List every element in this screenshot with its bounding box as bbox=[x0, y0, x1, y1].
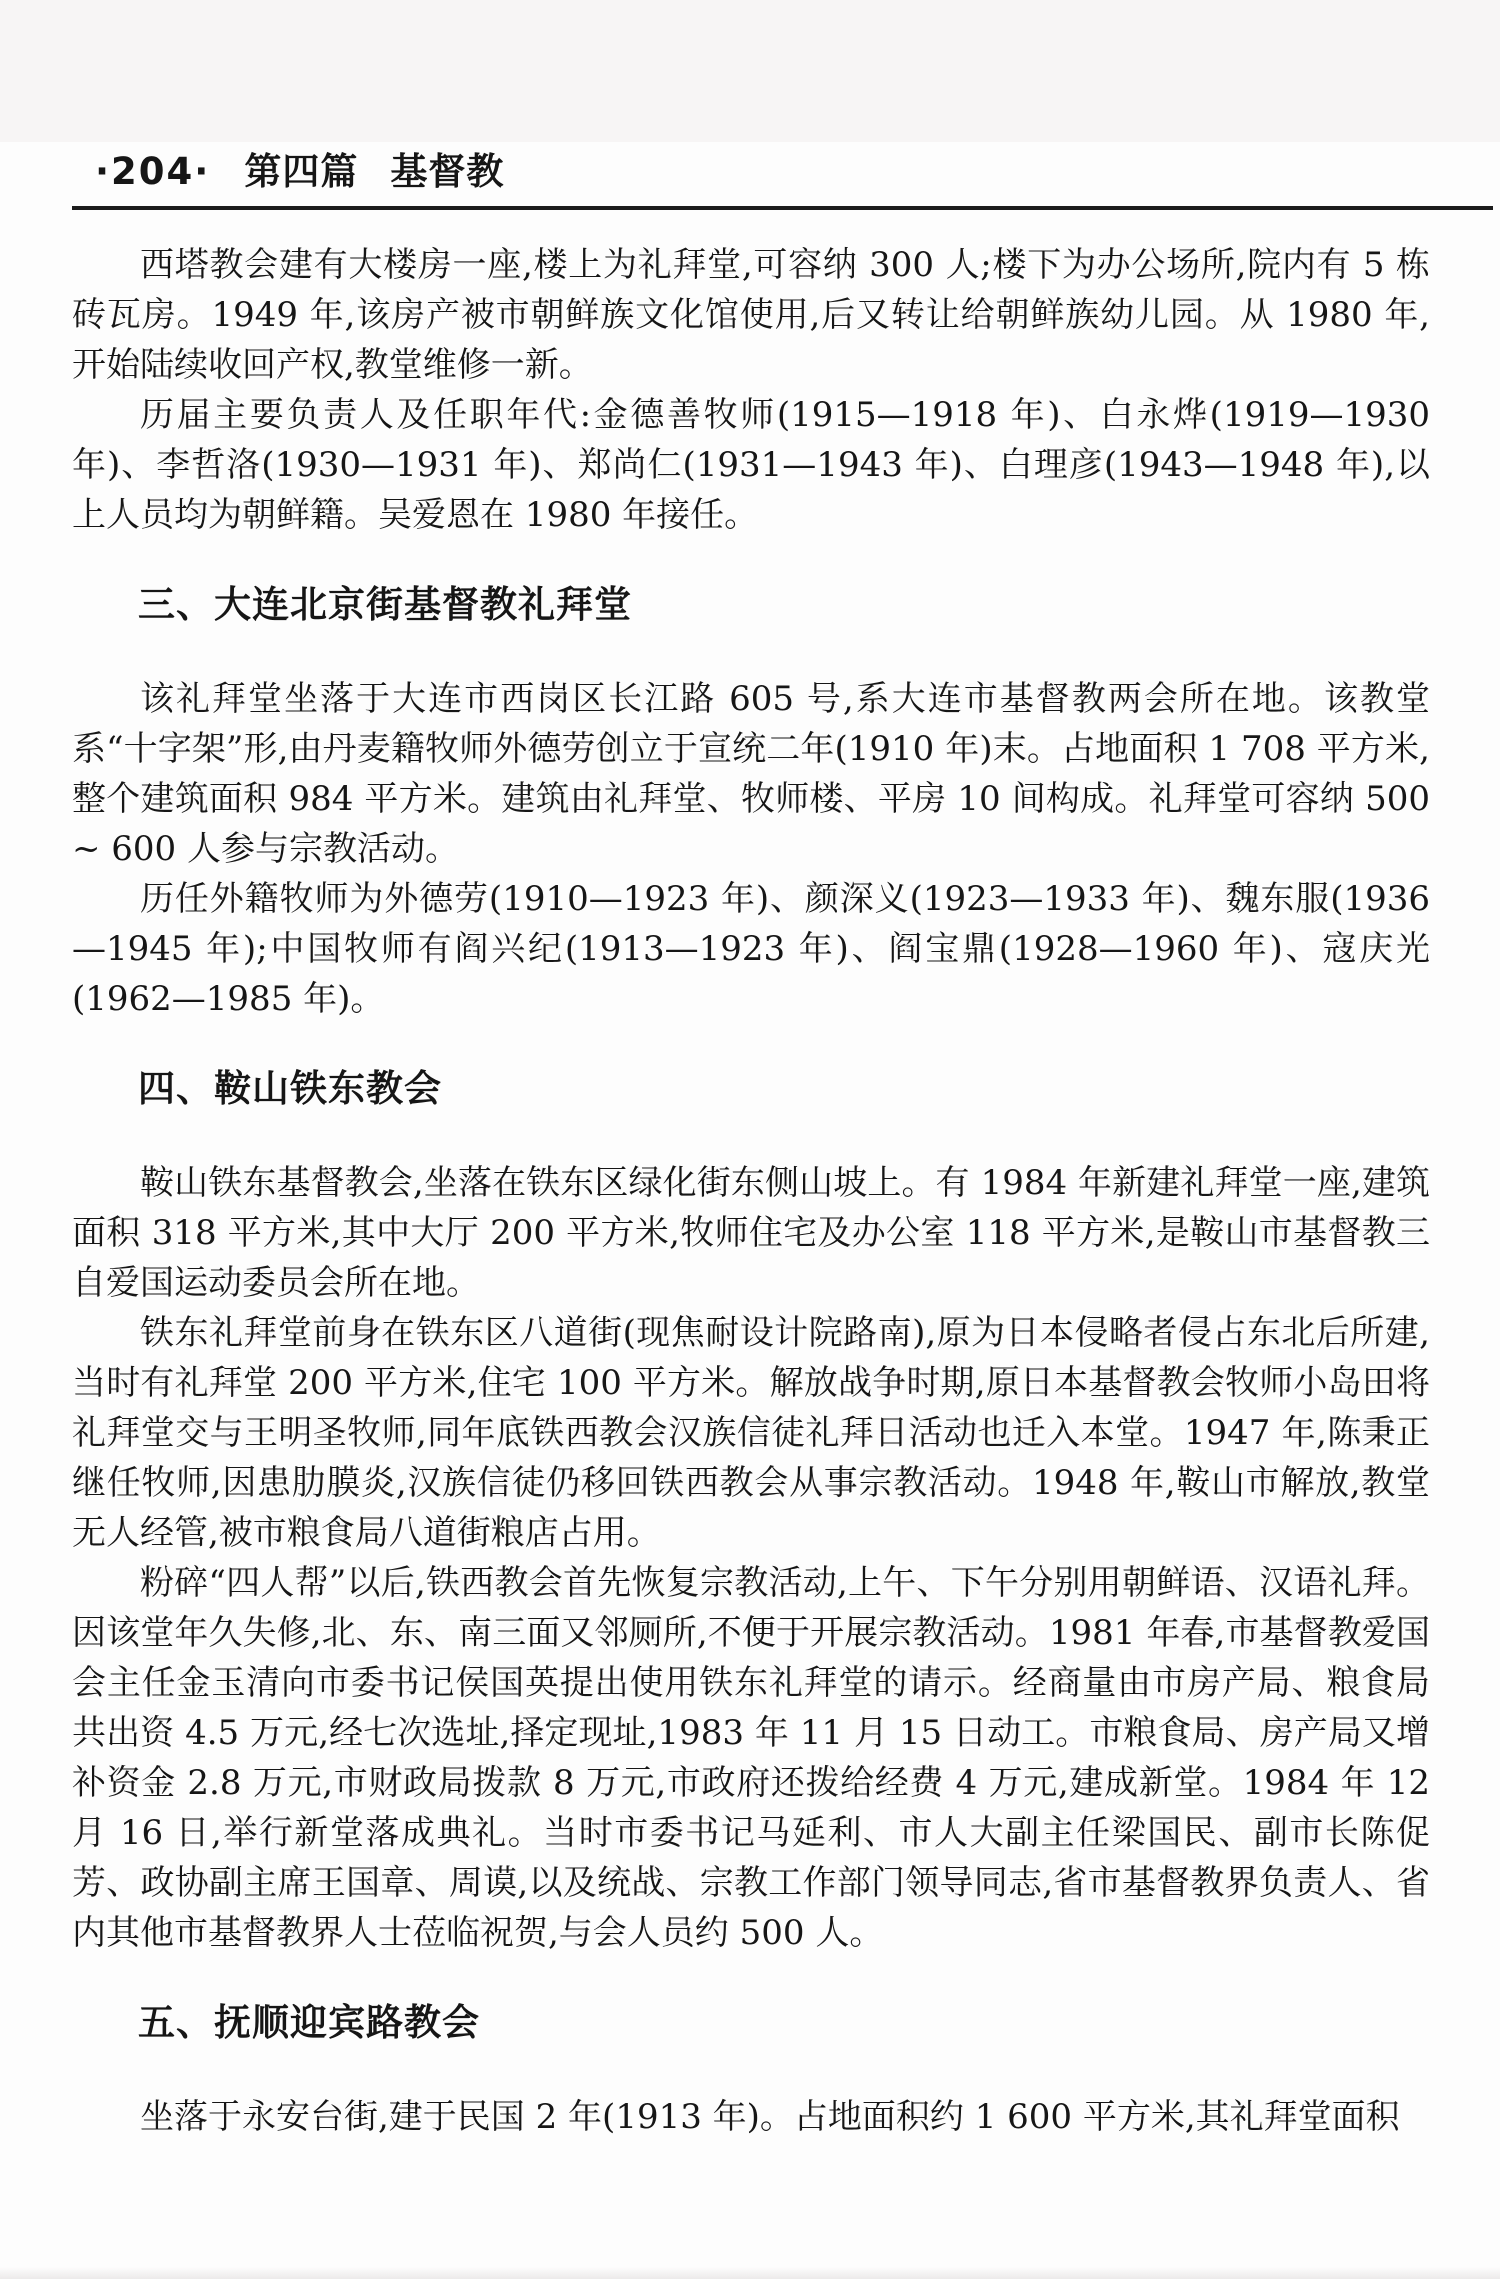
paragraph-anshan-church-history: 铁东礼拜堂前身在铁东区八道街(现焦耐设计院路南),原为日本侵略者侵占东北后所建,当时有礼拜堂 200 平方米,住宅 100 平方米。解放战争时期,原日本基督教会牧师小岛田将礼拜堂交与王明圣牧师,同年底铁西教会汉族信徒礼拜日活动也迁入本堂。1947 年,陈秉正继任牧师,因患肋膜炎,汉族信徒仍移回铁西教会从事宗教活动。1948 年,鞍山市解放,教堂无人经管,被市粮食局八道街粮店占用。 bbox=[72, 1313, 1430, 1553]
section-heading-anshan-tiedong-church: 四、鞍山铁东教会 bbox=[138, 1067, 442, 1110]
page-body bbox=[72, 240, 1430, 2142]
section-heading-dalian-beijing-street-church: 三、大连北京街基督教礼拜堂 bbox=[138, 583, 632, 626]
paragraph-anshan-church-rebuilding: 粉碎“四人帮”以后,铁西教会首先恢复宗教活动,上午、下午分别用朝鲜语、汉语礼拜。因该堂年久失修,北、东、南三面又邻厕所,不便于开展宗教活动。1981 年春,市基督教爱国会主任金玉清向市委书记侯国英提出使用铁东礼拜堂的请示。经商量由市房产局、粮食局共出资 4.5 万元,经七次选址,择定现址,1983 年 11 月 15 日动工。市粮食局、房产局又增补资金 2.8 万元,市财政局拨款 8 万元,市政府还拨给经费 4 万元,建成新堂。1984 年 12 月 16 日,举行新堂落成典礼。当时市委书记马延利、市人大副主任梁国民、副市长陈促芳、政协副主席王国章、周谟,以及统战、宗教工作部门领导同志,省市基督教界负责人、省内其他市基督教界人士莅临祝贺,与会人员约 500 人。 bbox=[72, 1563, 1430, 1953]
paragraph-fushun-church-location: 坐落于永安台街,建于民国 2 年(1913 年)。占地面积约 1 600 平方米,其礼拜堂面积 bbox=[140, 2097, 1400, 2137]
header-rule bbox=[72, 206, 1493, 210]
paragraph-anshan-church-overview: 鞍山铁东基督教会,坐落在铁东区绿化街东侧山坡上。有 1984 年新建礼拜堂一座,建筑面积 318 平方米,其中大厅 200 平方米,牧师住宅及办公室 118 平方米,是鞍山市基督教三自爱国运动委员会所在地。 bbox=[72, 1163, 1430, 1303]
paragraph-xita-church-building: 西塔教会建有大楼房一座,楼上为礼拜堂,可容纳 300 人;楼下为办公场所,院内有 5 栋砖瓦房。1949 年,该房产被市朝鲜族文化馆使用,后又转让给朝鲜族幼儿园。从 1980 年,开始陆续收回产权,教堂维修一新。 bbox=[72, 245, 1430, 385]
paragraph-dalian-church-pastors: 历任外籍牧师为外德劳(1910—1923 年)、颜深义(1923—1933 年)、魏东服(1936—1945 年);中国牧师有阎兴纪(1913—1923 年)、阎宝鼎(1928—1960 年)、寇庆光(1962—1985 年)。 bbox=[72, 879, 1430, 1019]
page-bottom-edge-shadow bbox=[0, 2267, 1500, 2279]
part-title: 基督教 bbox=[390, 150, 505, 193]
paragraph-dalian-church-location: 该礼拜堂坐落于大连市西岗区长江路 605 号,系大连市基督教两会所在地。该教堂系“十字架”形,由丹麦籍牧师外德劳创立于宣统二年(1910 年)末。占地面积 1 708 平方米,整个建筑面积 984 平方米。建筑由礼拜堂、牧师楼、平房 10 间构成。礼拜堂可容纳 500 ~ 600 人参与宗教活动。 bbox=[72, 679, 1430, 869]
running-header bbox=[95, 152, 504, 192]
paragraph-xita-church-leaders: 历届主要负责人及任职年代:金德善牧师(1915—1918 年)、白永烨(1919—1930 年)、李哲洛(1930—1931 年)、郑尚仁(1931—1943 年)、白理彦(1943—1948 年),以上人员均为朝鲜籍。吴爱恩在 1980 年接任。 bbox=[72, 395, 1430, 535]
page-top-margin-band bbox=[0, 0, 1500, 142]
page-number: ·204· bbox=[95, 150, 211, 193]
part-label: 第四篇 bbox=[244, 150, 359, 193]
section-heading-fushun-yingbin-road-church: 五、抚顺迎宾路教会 bbox=[138, 2001, 480, 2044]
